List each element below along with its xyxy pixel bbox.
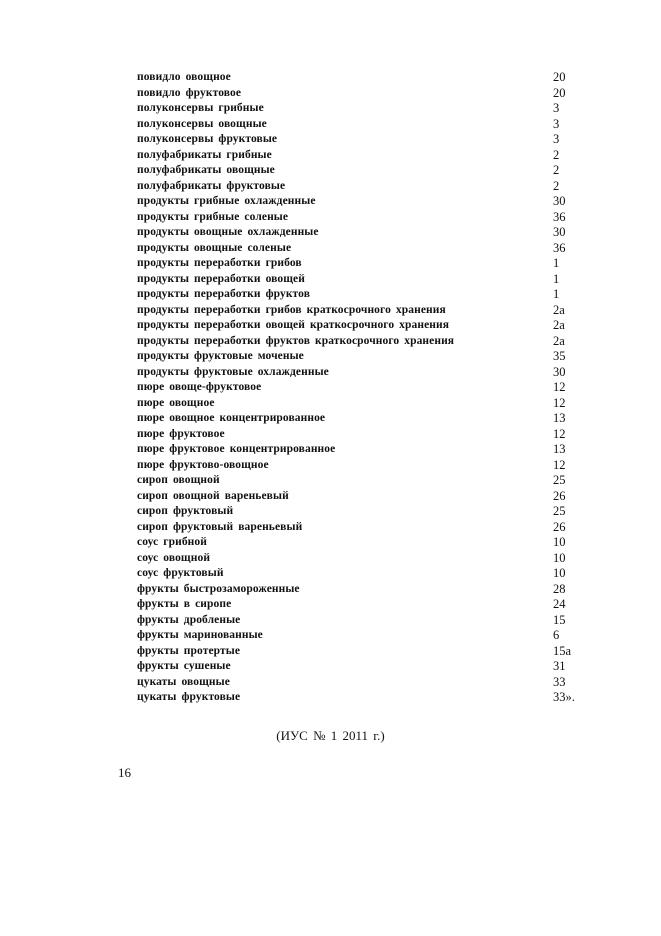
entry-reference-number: 12	[553, 395, 566, 410]
entry-reference-number: 35	[553, 349, 566, 363]
entry-term: полуконсервы овощные	[137, 117, 267, 130]
index-entry-row	[137, 163, 597, 179]
index-entry-row	[137, 520, 597, 536]
entry-reference-number: 2	[553, 178, 560, 193]
index-entry-row	[137, 442, 597, 458]
entry-reference-number: 13	[553, 442, 566, 456]
entry-reference-number: 31	[553, 659, 566, 673]
entry-reference-number: 36	[553, 209, 566, 224]
index-entry-row	[137, 303, 597, 319]
entry-reference-number: 12	[553, 457, 566, 472]
entry-term: продукты фруктовые моченые	[137, 350, 304, 362]
entry-reference-number: 28	[553, 581, 566, 596]
entry-term: продукты грибные соленые	[137, 210, 289, 223]
entry-term: соус фруктовый	[137, 567, 224, 579]
entry-term: полуконсервы фруктовые	[137, 133, 278, 145]
entry-term: полуфабрикаты грибные	[137, 148, 272, 161]
entry-reference-number: 1	[553, 287, 560, 301]
entry-reference-number: 15а	[553, 643, 572, 658]
entry-reference-number: 30	[553, 194, 566, 208]
entry-reference-number: 10	[553, 535, 566, 549]
entry-reference-number: 2а	[553, 318, 565, 332]
entry-term: соус грибной	[137, 536, 207, 548]
entry-reference-number: 15	[553, 612, 566, 627]
entry-term: полуфабрикаты фруктовые	[137, 179, 286, 192]
index-entry-row	[137, 582, 597, 598]
entry-reference-number: 2а	[553, 333, 565, 348]
entry-reference-number: 1	[553, 271, 560, 286]
entry-term: сироп фруктовый вареньевый	[137, 520, 303, 533]
entry-reference-number: 6	[553, 628, 560, 642]
entry-reference-number: 24	[553, 597, 566, 611]
index-entry-row	[137, 380, 597, 396]
entry-term: продукты переработки грибов	[137, 257, 302, 269]
entry-term: фрукты дробленые	[137, 613, 241, 626]
entry-term: пюре овоще-фруктовое	[137, 381, 262, 393]
index-entry-row	[137, 597, 597, 613]
index-entry-row	[137, 70, 597, 86]
entry-term: цукаты фруктовые	[137, 691, 241, 703]
entry-term: продукты переработки овощей краткосрочного хранения	[137, 319, 450, 331]
index-entry-row	[137, 287, 597, 303]
entry-reference-number: 12	[553, 380, 566, 394]
index-entry-row	[137, 396, 597, 412]
index-entry-row	[137, 148, 597, 164]
index-entry-row	[137, 132, 597, 148]
entry-reference-number: 10	[553, 550, 566, 565]
entry-reference-number: 30	[553, 225, 566, 239]
entry-reference-number: 2а	[553, 302, 565, 317]
entry-term: цукаты овощные	[137, 675, 230, 688]
entry-term: фрукты маринованные	[137, 629, 263, 641]
entry-term: фрукты быстрозамороженные	[137, 582, 300, 595]
index-entry-row	[137, 241, 597, 257]
entry-reference-number: 2	[553, 147, 560, 162]
entry-term: фрукты сушеные	[137, 660, 231, 672]
entry-reference-number: 13	[553, 411, 566, 425]
index-entry-row	[137, 690, 597, 706]
entry-term: сироп овощной вареньевый	[137, 489, 289, 502]
entry-reference-number: 25	[553, 473, 566, 487]
index-entry-row	[137, 504, 597, 520]
index-entry-row	[137, 86, 597, 102]
index-entry-row	[137, 117, 597, 133]
index-entry-row	[137, 272, 597, 288]
index-entry-row	[137, 318, 597, 334]
entry-term: пюре фруктовое концентрированное	[137, 443, 336, 455]
index-entry-row	[137, 349, 597, 365]
index-entry-row	[137, 566, 597, 582]
entry-term: продукты переработки фруктов краткосрочного хранения	[137, 334, 455, 347]
amendment-note: (ИУС № 1 2011 г.)	[276, 728, 385, 743]
entry-reference-number: 12	[553, 426, 566, 441]
entry-term: продукты овощные соленые	[137, 241, 292, 254]
term-index-list	[137, 70, 597, 706]
entry-term: повидло фруктовое	[137, 86, 242, 99]
entry-term: полуконсервы грибные	[137, 102, 264, 114]
index-entry-row	[137, 489, 597, 505]
entry-term: пюре фруктовое	[137, 427, 225, 440]
entry-term: продукты переработки грибов краткосрочного хранения	[137, 303, 446, 316]
entry-term: повидло овощное	[137, 71, 231, 83]
index-entry-row	[137, 411, 597, 427]
index-entry-row	[137, 179, 597, 195]
entry-term: фрукты протертые	[137, 644, 241, 657]
index-entry-row	[137, 334, 597, 350]
index-entry-row	[137, 427, 597, 443]
index-entry-row	[137, 256, 597, 272]
entry-reference-number: 1	[553, 256, 560, 270]
index-entry-row	[137, 210, 597, 226]
index-entry-row	[137, 458, 597, 474]
index-entry-row	[137, 551, 597, 567]
entry-term: продукты грибные охлажденные	[137, 195, 316, 207]
entry-term: полуфабрикаты овощные	[137, 164, 275, 176]
entry-term: продукты переработки фруктов	[137, 288, 311, 300]
index-entry-row	[137, 225, 597, 241]
entry-reference-number: 26	[553, 488, 566, 503]
index-entry-row	[137, 613, 597, 629]
entry-reference-number: 33».	[553, 690, 575, 704]
entry-reference-number: 25	[553, 504, 566, 518]
entry-reference-number: 26	[553, 519, 566, 534]
index-entry-row	[137, 659, 597, 675]
entry-reference-number: 20	[553, 85, 566, 100]
index-entry-row	[137, 194, 597, 210]
entry-reference-number: 30	[553, 364, 566, 379]
entry-term: продукты фруктовые охлажденные	[137, 365, 329, 378]
entry-term: продукты овощные охлажденные	[137, 226, 319, 238]
page-number: 16	[118, 765, 131, 780]
entry-term: фрукты в сиропе	[137, 598, 232, 610]
index-entry-row	[137, 628, 597, 644]
entry-reference-number: 33	[553, 674, 566, 689]
index-entry-row	[137, 644, 597, 660]
entry-reference-number: 3	[553, 101, 560, 115]
entry-reference-number: 36	[553, 240, 566, 255]
entry-term: пюре фруктово-овощное	[137, 458, 269, 471]
entry-term: сироп овощной	[137, 474, 220, 486]
index-entry-row	[137, 675, 597, 691]
entry-reference-number: 20	[553, 70, 566, 84]
entry-reference-number: 2	[553, 163, 560, 177]
entry-term: продукты переработки овощей	[137, 272, 305, 285]
entry-reference-number: 3	[553, 116, 560, 131]
entry-term: пюре овощное	[137, 396, 215, 409]
index-entry-row	[137, 365, 597, 381]
entry-term: сироп фруктовый	[137, 505, 234, 517]
index-entry-row	[137, 535, 597, 551]
index-entry-row	[137, 473, 597, 489]
entry-reference-number: 3	[553, 132, 560, 146]
entry-term: соус овощной	[137, 551, 211, 564]
entry-term: пюре овощное концентрированное	[137, 412, 326, 424]
index-entry-row	[137, 101, 597, 117]
entry-reference-number: 10	[553, 566, 566, 580]
